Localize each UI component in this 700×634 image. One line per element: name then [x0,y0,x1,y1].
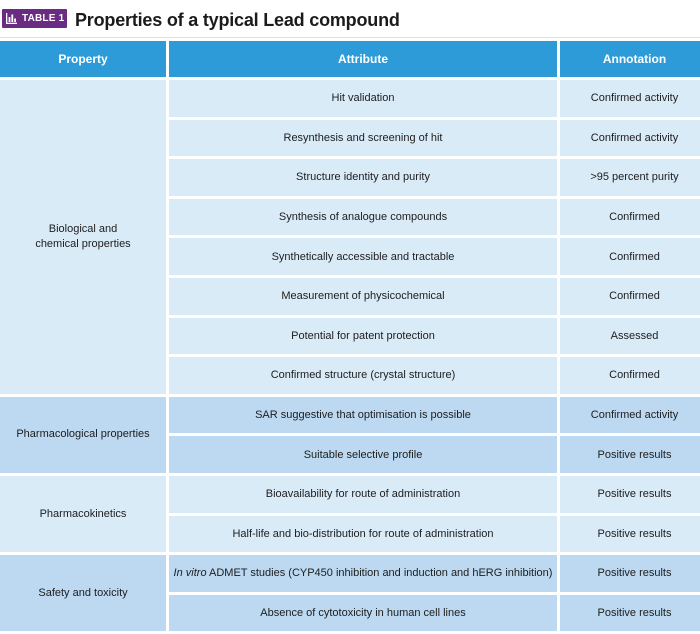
table-header-row [0,41,700,77]
table-row [0,397,700,434]
attribute-cell: Resynthesis and screening of hit [169,120,557,157]
annotation-cell: Positive results [560,595,700,632]
column-header-property: Property [0,41,166,77]
attribute-cell: Measurement of physicochemical [169,278,557,315]
bar-chart-icon [6,13,17,24]
table-badge [2,9,67,28]
annotation-cell: Positive results [560,436,700,473]
table-row [0,555,700,592]
attribute-cell: SAR suggestive that optimisation is possible [169,397,557,434]
attribute-cell [169,555,557,592]
property-label-line2: chemical properties [35,237,131,250]
badge-label: TABLE 1 [22,13,65,24]
table-row [0,80,700,117]
annotation-cell: Confirmed activity [560,80,700,117]
property-cell: Safety and toxicity [0,555,166,631]
property-label-line1: Biological and [48,222,118,235]
annotation-cell: Confirmed [560,238,700,275]
table-title: Properties of a typical Lead compound [75,10,400,30]
property-cell: Pharmacokinetics [0,476,166,552]
attribute-cell: Synthetically accessible and tractable [169,238,557,275]
annotation-cell: Confirmed activity [560,397,700,434]
attribute-cell: Confirmed structure (crystal structure) [169,357,557,394]
attribute-cell: Synthesis of analogue compounds [169,199,557,236]
attribute-cell: Suitable selective profile [169,436,557,473]
property-cell: Pharmacological properties [0,397,166,473]
attribute-cell: Half-life and bio-distribution for route of administration [169,516,557,553]
property-cell [0,80,166,394]
annotation-cell: Confirmed activity [560,120,700,157]
table-row [0,476,700,513]
properties-table [0,38,700,634]
annotation-cell: Confirmed [560,199,700,236]
annotation-cell: Positive results [560,555,700,592]
column-header-annotation: Annotation [560,41,700,77]
annotation-cell: Confirmed [560,278,700,315]
attribute-italic-text: In vitro [173,567,207,580]
attribute-cell: Structure identity and purity [169,159,557,196]
annotation-cell: Positive results [560,516,700,553]
section-pharmacological [0,397,700,473]
annotation-cell: >95 percent purity [560,159,700,196]
attribute-cell: Hit validation [169,80,557,117]
section-biological-chemical [0,80,700,394]
annotation-cell: Positive results [560,476,700,513]
annotation-cell: Assessed [560,318,700,355]
table-title-bar [0,0,700,38]
column-header-attribute: Attribute [169,41,557,77]
annotation-cell: Confirmed [560,357,700,394]
attribute-cell: Potential for patent protection [169,318,557,355]
attribute-cell: Absence of cytotoxicity in human cell lines [169,595,557,632]
attribute-cell: Bioavailability for route of administration [169,476,557,513]
section-pharmacokinetics [0,476,700,552]
section-safety-toxicity [0,555,700,631]
attribute-text: ADMET studies (CYP450 inhibition and induction and hERG inhibition) [206,567,553,580]
